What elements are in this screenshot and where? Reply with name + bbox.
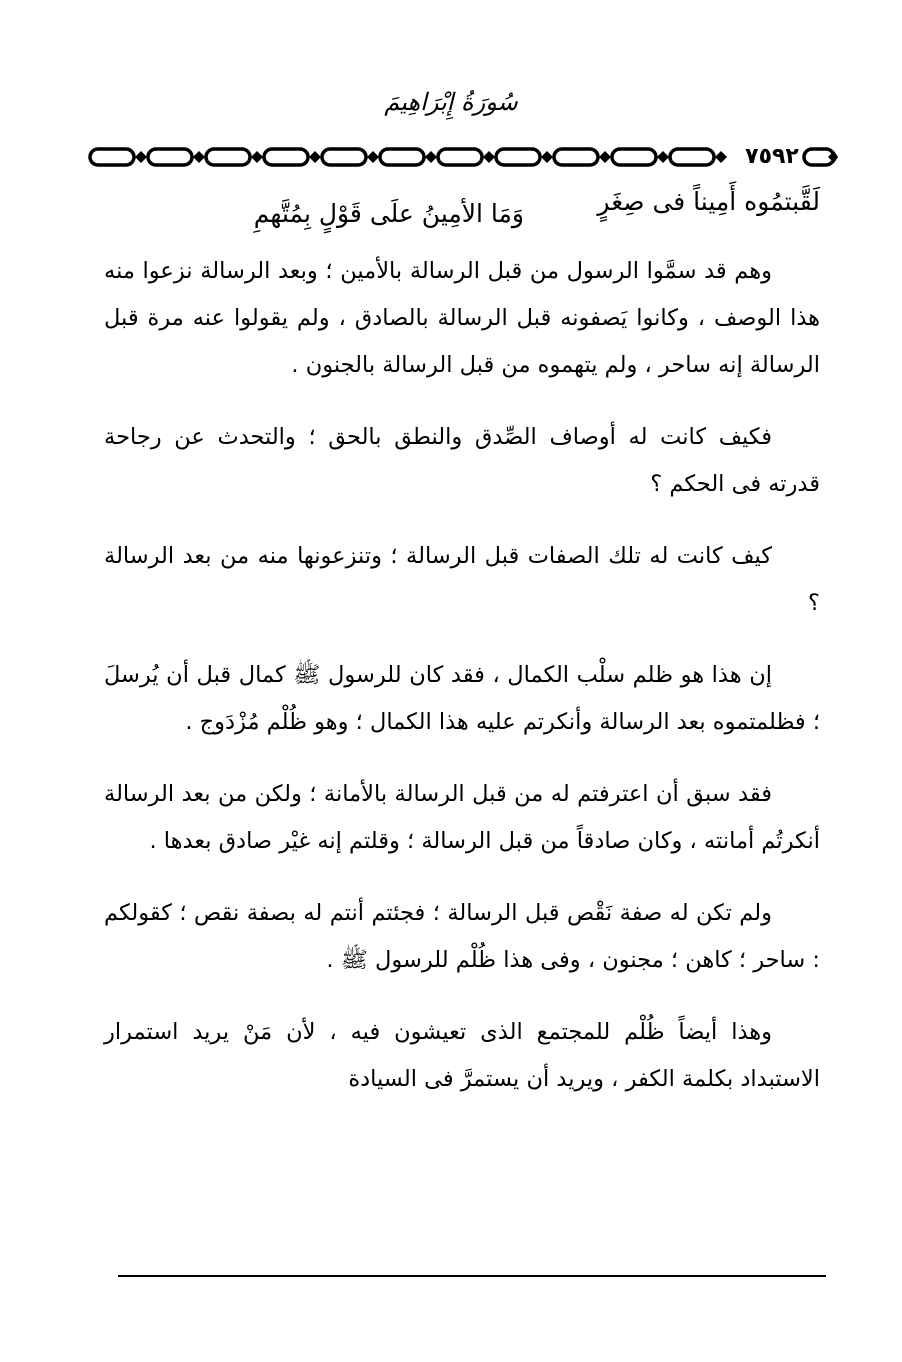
paragraph: فقد سبق أن اعترفتم له من قبل الرسالة بالأمانة ؛ ولكن من بعد الرسالة أنكرتُم أمانته ، وكان صادقاً من قبل الرسالة ؛ وقلتم إنه غيْر صادق بعدها .	[104, 781, 820, 854]
ornament-chain-icon	[86, 142, 838, 172]
paragraph: كيف كانت له تلك الصفات قبل الرسالة ؛ وتنزعونها منه من بعد الرسالة ؟	[104, 543, 820, 616]
chain-diamond	[599, 151, 611, 163]
page-number: ٧٥٩٢	[742, 142, 802, 172]
poetry-verse	[100, 184, 820, 244]
chain-diamond	[367, 151, 379, 163]
chain-link	[322, 149, 366, 165]
footer-divider	[118, 1275, 826, 1277]
chain-diamond	[193, 151, 205, 163]
chain-diamond	[425, 151, 437, 163]
chain-diamond	[715, 151, 727, 163]
chain-link	[612, 149, 656, 165]
chain-link	[438, 149, 482, 165]
chain-diamond	[828, 151, 838, 163]
chain-diamond	[483, 151, 495, 163]
chain-link	[670, 149, 714, 165]
paragraph: إن هذا هو ظلم سلْب الكمال ، فقد كان للرسول ﷺ كمال قبل أن يُرسلَ ؛ فظلمتموه بعد الرسالة وأنكرتم عليه هذا الكمال ؛ وهو ظُلْم مُزْدَوج .	[104, 662, 820, 735]
paragraph: ولم تكن له صفة نَقْص قبل الرسالة ؛ فجئتم أنتم له بصفة نقص ؛ كقولكم : ساحر ؛ كاهن ؛ مجنون ، وفى هذا ظُلْم للرسول ﷺ .	[104, 900, 820, 973]
chain-diamond	[251, 151, 263, 163]
chain-diamond	[541, 151, 553, 163]
surah-title: سُورَةُ إِبْرَاهِيمَ	[384, 88, 518, 116]
paragraph: فكيف كانت له أوصاف الصِّدق والنطق بالحق ؛ والتحدث عن رجاحة قدرته فى الحكم ؟	[104, 424, 820, 497]
paragraph: وهم قد سمَّوا الرسول من قبل الرسالة بالأمين ؛ وبعد الرسالة نزعوا منه هذا الوصف ، وكانوا يَصفونه قبل الرسالة بالصادق ، ولم يقولوا عنه مرة قبل الرسالة إنه ساحر ، ولم يتهموه من قبل الرسالة بالجنون .	[104, 258, 820, 378]
verse-first-hemistich: لَقَّبتمُوه أَمِيناً فى صِغَرٍ	[597, 187, 820, 216]
chain-link	[496, 149, 540, 165]
chain-link	[554, 149, 598, 165]
paragraph: وهذا أيضاً ظُلْم للمجتمع الذى تعيشون فيه ، لأن مَنْ يريد استمرار الاستبداد بكلمة الكفر ، ويريد أن يستمرَّ فى السيادة	[104, 1019, 820, 1092]
chain-diamond	[135, 151, 147, 163]
ornamental-border	[86, 142, 838, 172]
chain-link	[380, 149, 424, 165]
chain-link	[264, 149, 308, 165]
chain-diamond	[657, 151, 669, 163]
chain-link	[206, 149, 250, 165]
chain-diamond	[309, 151, 321, 163]
verse-second-hemistich: وَمَا الأمِينُ علَى قَوْلٍ بِمُتَّهمِ	[253, 199, 524, 228]
chain-link	[148, 149, 192, 165]
chain-link	[90, 149, 134, 165]
body-text	[104, 248, 820, 1128]
